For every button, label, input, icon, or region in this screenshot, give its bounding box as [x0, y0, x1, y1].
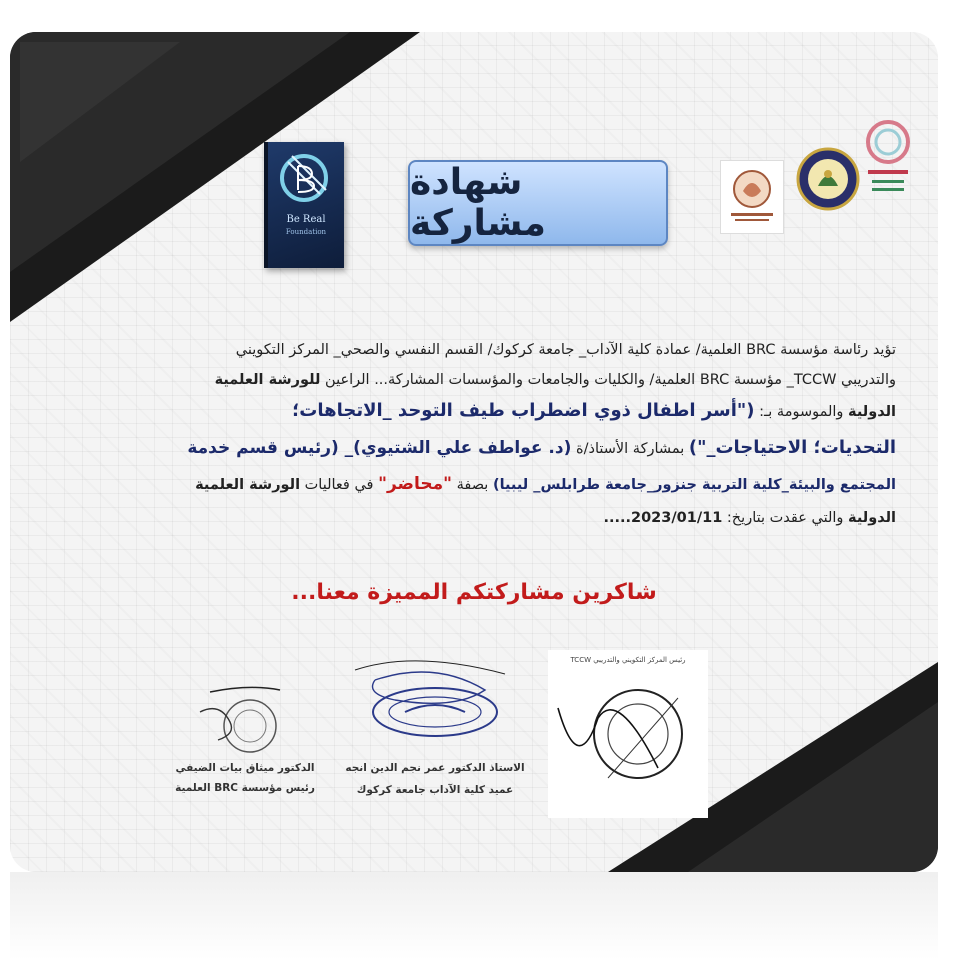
body-line-3: [90, 396, 896, 427]
be-real-foundation-logo: [264, 142, 344, 268]
participant-name: (د. عواطف علي الشتيوي)_ (رئيس قسم خدمة: [187, 438, 572, 458]
book-logo-line1: Be Real: [286, 214, 326, 225]
brc-president-name: الدكتور ميثاق بيات الضيفي: [175, 762, 315, 774]
br-emblem-icon: [268, 142, 340, 212]
titled-label: والموسومة بـ:: [754, 404, 849, 420]
dean-name: الاستاذ الدكتور عمر نجم الدين انجه: [345, 762, 525, 774]
signature-dean: [335, 650, 535, 805]
body-line-5: [90, 470, 896, 499]
participant-role: "محاضر": [378, 474, 452, 494]
event-date: 2023/01/11.....: [603, 510, 723, 526]
book-logo-line2: Foundation: [285, 228, 327, 236]
certificate-title: شهادة مشاركة: [410, 162, 546, 244]
body-line-1: تؤيد رئاسة مؤسسة BRC العلمية/ عمادة كلية الآداب_ جامعة كركوك/ القسم النفسي والصحي_ المركز التكويني: [235, 342, 896, 358]
workshop-title-part2: التحديات؛ الاحتياجات_"): [688, 437, 896, 458]
workshop-title-part1: ("أسر اطفال ذوي اضطراب طيف التوحد _الاتجاهات؛: [292, 400, 755, 421]
certificate-frame: [10, 32, 938, 872]
dean-stamp-icon: [335, 650, 535, 754]
international-label: الدولية: [848, 404, 896, 420]
body-line-2-text: والتدريبي TCCW_ مؤسسة BRC العلمية/ والكليات والجامعات والمؤسسات المشاركة... الراعين: [320, 372, 896, 388]
workshop-label: للورشة العلمية: [214, 372, 321, 388]
page-reflection: [10, 872, 938, 960]
certificate-title-box: [408, 160, 668, 246]
signature-brc-president: [160, 682, 330, 802]
university-kirkuk-seal: [796, 142, 860, 216]
dean-title: عميد كلية الآداب جامعة كركوك: [356, 784, 514, 796]
body-line-4: [90, 433, 896, 464]
role-label: بصفة: [452, 477, 493, 493]
tccw-head-title: رئيس المركز التكويني والتدريبي TCCW: [570, 656, 686, 664]
date-label: والتي عقدت بتاريخ:: [722, 510, 849, 526]
tccw-stamp-icon: [548, 668, 708, 818]
body-line-2: [90, 368, 896, 392]
workshop-label-2: الورشة العلمية: [195, 477, 301, 493]
brc-president-title: رئيس مؤسسة BRC العلمية: [175, 782, 315, 794]
signature-tccw-head: [548, 650, 708, 818]
body-line-6: [90, 505, 896, 531]
kirkuk-department-logo: [720, 160, 784, 234]
corner-decoration-top-left: [10, 32, 440, 332]
international-label-2: الدولية: [848, 510, 896, 526]
certificate-body: [90, 338, 896, 531]
brc-stamp-icon: [160, 682, 330, 758]
events-label: في فعاليات: [300, 477, 379, 493]
psychology-department-logo: [864, 112, 912, 208]
participation-label: بمشاركة الأستاذ/ة: [571, 441, 689, 457]
thanks-message: شاكرين مشاركتكم المميزة معنا...: [291, 580, 657, 605]
participant-affiliation: المجتمع والبيئة_كلية التربية جنزور_جامعة طرابلس_ ليبيا): [492, 477, 896, 493]
